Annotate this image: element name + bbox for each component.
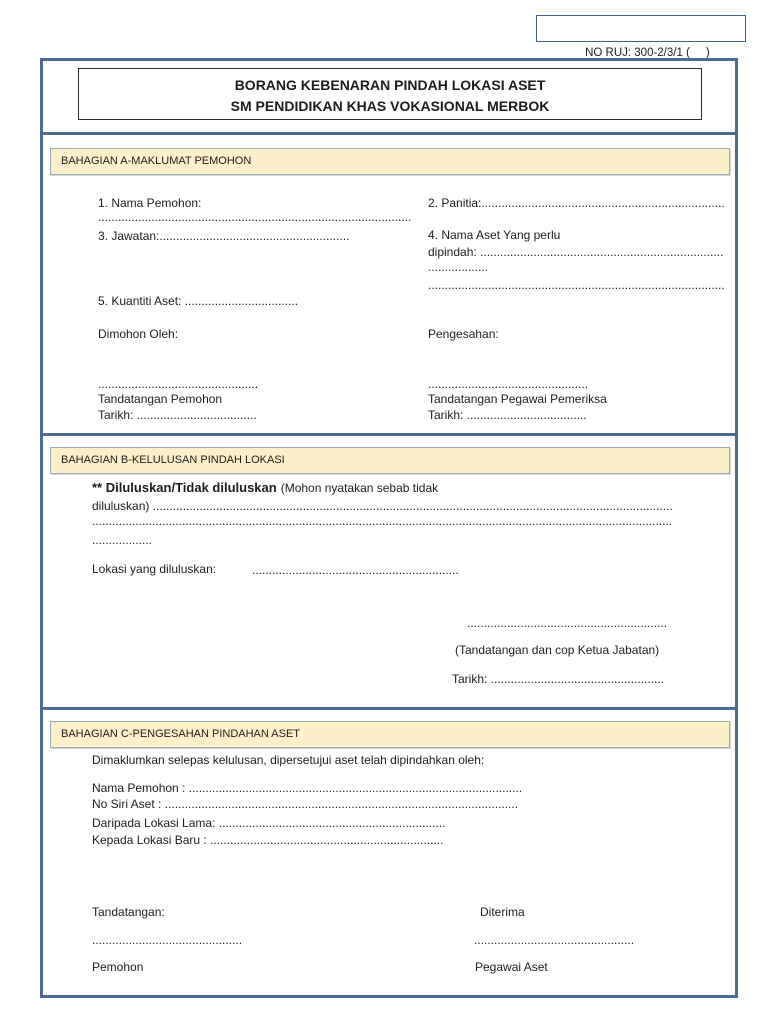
form-title: BORANG KEBENARAN PINDAH LOKASI ASET	[234, 77, 546, 93]
kuantiti-aset-field: 5. Kuantiti Aset: ..................................	[98, 294, 299, 308]
nama-pemohon-line: ..............................................................................................	[98, 210, 412, 224]
jawatan-field: 3. Jawatan:.........................................................	[98, 229, 350, 243]
pemohon-signature-label: Tandatangan Pemohon	[98, 392, 223, 406]
ketua-signature-label: (Tandatangan dan cop Ketua Jabatan)	[455, 643, 660, 657]
no-siri-aset-field: No Siri Aset : ..........................................................................................................	[92, 797, 519, 811]
nama-pemohon-field: Nama Pemohon : ....................................................................................................	[92, 781, 523, 795]
form-title-box	[78, 68, 702, 120]
ketua-date-field: Tarikh: ....................................................	[452, 672, 665, 686]
pemeriksa-signature-label: Tandatangan Pegawai Pemeriksa	[428, 392, 607, 406]
lokasi-lama-field: Daripada Lokasi Lama: ....................................................................	[92, 816, 446, 830]
pemeriksa-signature-line: ................................................	[428, 377, 589, 391]
pemohon-signature-line: .............................................	[92, 933, 243, 947]
section-a-heading: BAHAGIAN A-MAKLUMAT PEMOHON	[50, 148, 730, 175]
reference-number-box	[536, 15, 746, 59]
pemohon-date-field: Tarikh: ....................................	[98, 408, 257, 422]
section-divider	[40, 433, 738, 436]
school-name: SM PENDIDIKAN KHAS VOKASIONAL MERBOK	[230, 98, 550, 114]
section-divider	[40, 132, 738, 135]
diterima-label: Diterima	[480, 905, 525, 919]
nama-aset-label: 4. Nama Aset Yang perlu	[428, 228, 561, 242]
pemohon-label: Pemohon	[92, 960, 144, 974]
dimohon-oleh-label: Dimohon Oleh:	[98, 327, 179, 341]
tandatangan-label: Tandatangan:	[92, 905, 165, 919]
decision-line	[92, 480, 438, 496]
pemohon-signature-line: ................................................	[98, 377, 259, 391]
panitia-field: 2. Panitia:.........................................................................	[428, 196, 725, 210]
lokasi-label: Lokasi yang diluluskan:	[92, 562, 217, 576]
pengesahan-label: Pengesahan:	[428, 327, 499, 341]
lokasi-line: ..............................................................	[252, 563, 459, 577]
decision-options: ** Diluluskan/Tidak diluluskan	[92, 480, 277, 495]
section-c-intro: Dimaklumkan selepas kelulusan, dipersetujui aset telah dipindahkan oleh:	[92, 753, 485, 767]
reason-line: ..............................................................................................................................................................................	[92, 514, 673, 528]
nama-pemohon-label: 1. Nama Pemohon:	[98, 196, 202, 210]
nama-aset-line: dipindah: .........................................................................	[428, 245, 724, 259]
reason-line: ..................	[92, 533, 153, 547]
lokasi-baru-field: Kepada Lokasi Baru : ......................................................................	[92, 833, 444, 847]
nama-aset-line: ..................	[428, 260, 489, 274]
pemeriksa-date-field: Tarikh: ....................................	[428, 408, 587, 422]
reference-number: NO RUJ: 300-2/3/1 ( )	[585, 47, 710, 59]
decision-note: (Mohon nyatakan sebab tidak	[280, 481, 439, 495]
nama-aset-line: .........................................................................................	[428, 278, 725, 292]
pegawai-aset-label: Pegawai Aset	[475, 960, 548, 974]
section-c-heading: BAHAGIAN C-PENGESAHAN PINDAHAN ASET	[50, 721, 730, 748]
section-b-heading: BAHAGIAN B-KELULUSAN PINDAH LOKASI	[50, 447, 730, 474]
reason-line: diluluskan) ............................................................................................................................................................	[92, 499, 673, 513]
ketua-signature-line: ............................................................	[467, 616, 668, 630]
section-divider	[40, 707, 738, 710]
pegawai-signature-line: ................................................	[474, 933, 635, 947]
